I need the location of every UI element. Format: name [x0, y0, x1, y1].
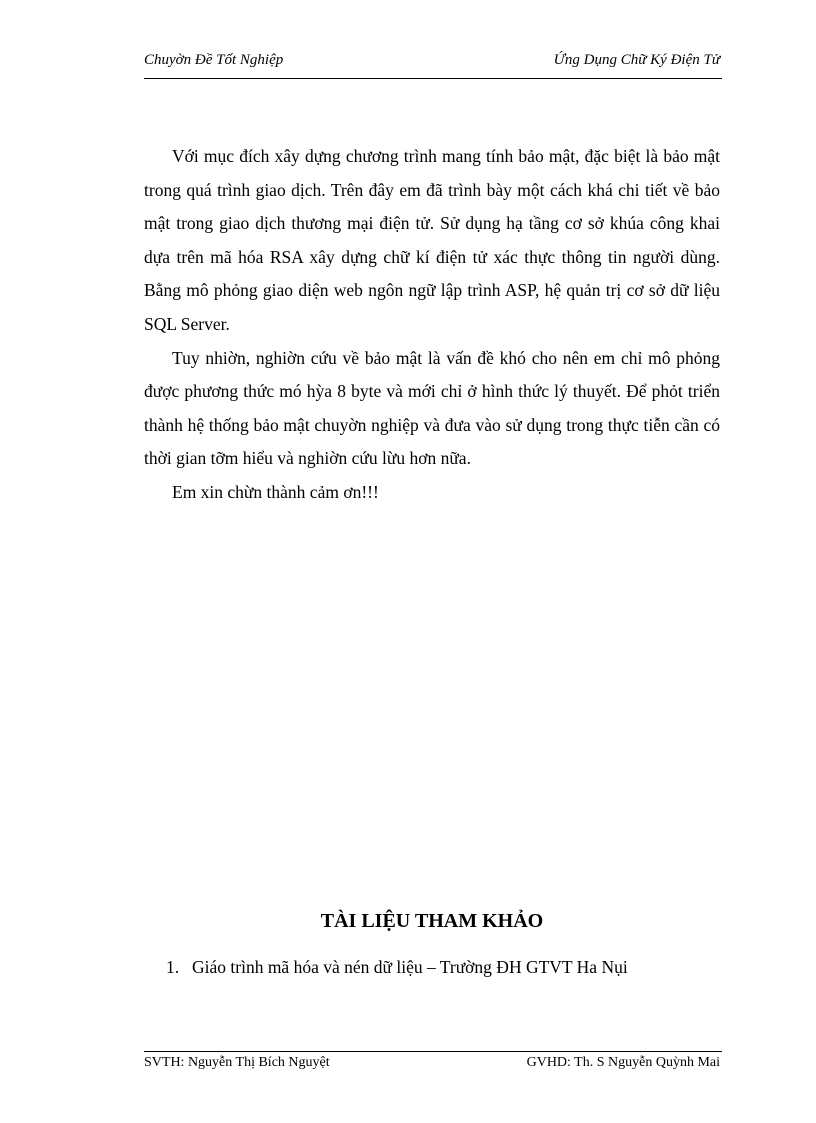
- paragraph-2: Tuy nhiờn, nghiờn cứu về bảo mật là vấn đề khó cho nên em chỉ mô phỏng được phương thức mó hỳa 8 byte và mới chỉ ở hình thức lý thuyết. Để phỏt triển thành hệ thống bảo mật chuyờn nghiệp và đưa vào sử dụng trong thực tiễn cần có thời gian tỡm hiểu và nghiờn cứu lừu hơn nữa.: [144, 347, 720, 469]
- conclusion-body: [144, 140, 720, 510]
- header-title: Ứng Dụng Chữ Ký Điện Tử: [553, 52, 720, 68]
- page-header: [144, 52, 720, 74]
- paragraph-3: Em xin chừn thành cảm ơn!!!: [172, 481, 379, 502]
- footer-supervisor: GVHD: Th. S Nguyễn Quỳnh Mai: [526, 1055, 720, 1070]
- footer-divider: [144, 1051, 722, 1052]
- footer-student: SVTH: Nguyễn Thị Bích Nguyệt: [144, 1055, 330, 1070]
- header-topic: Chuyờn Đề Tốt Nghiệp: [144, 52, 284, 68]
- page-footer: [144, 1055, 720, 1075]
- reference-number: 1.: [166, 957, 180, 977]
- references-title: TÀI LIỆU THAM KHẢO: [320, 910, 544, 932]
- header-divider: [144, 78, 722, 79]
- reference-text: Giáo trình mã hóa và nén dữ liệu – Trường ĐH GTVT Ha Nụi: [192, 957, 628, 977]
- references-list: [166, 957, 720, 978]
- reference-item: [166, 957, 720, 978]
- paragraph-1: Với mục đích xây dựng chương trình mang tính bảo mật, đặc biệt là bảo mật trong quá trình giao dịch. Trên đây em đã trình bày một cách khá chi tiết về bảo mật trong giao dịch thương mại điện tử. Sử dụng hạ tầng cơ sở khúa công khai dựa trên mã hóa RSA xây dựng chữ kí điện tử xác thực thông tin người dùng. Bằng mô phỏng giao diện web ngôn ngữ lập trình ASP, hệ quản trị cơ sở dữ liệu SQL Server.: [144, 146, 720, 334]
